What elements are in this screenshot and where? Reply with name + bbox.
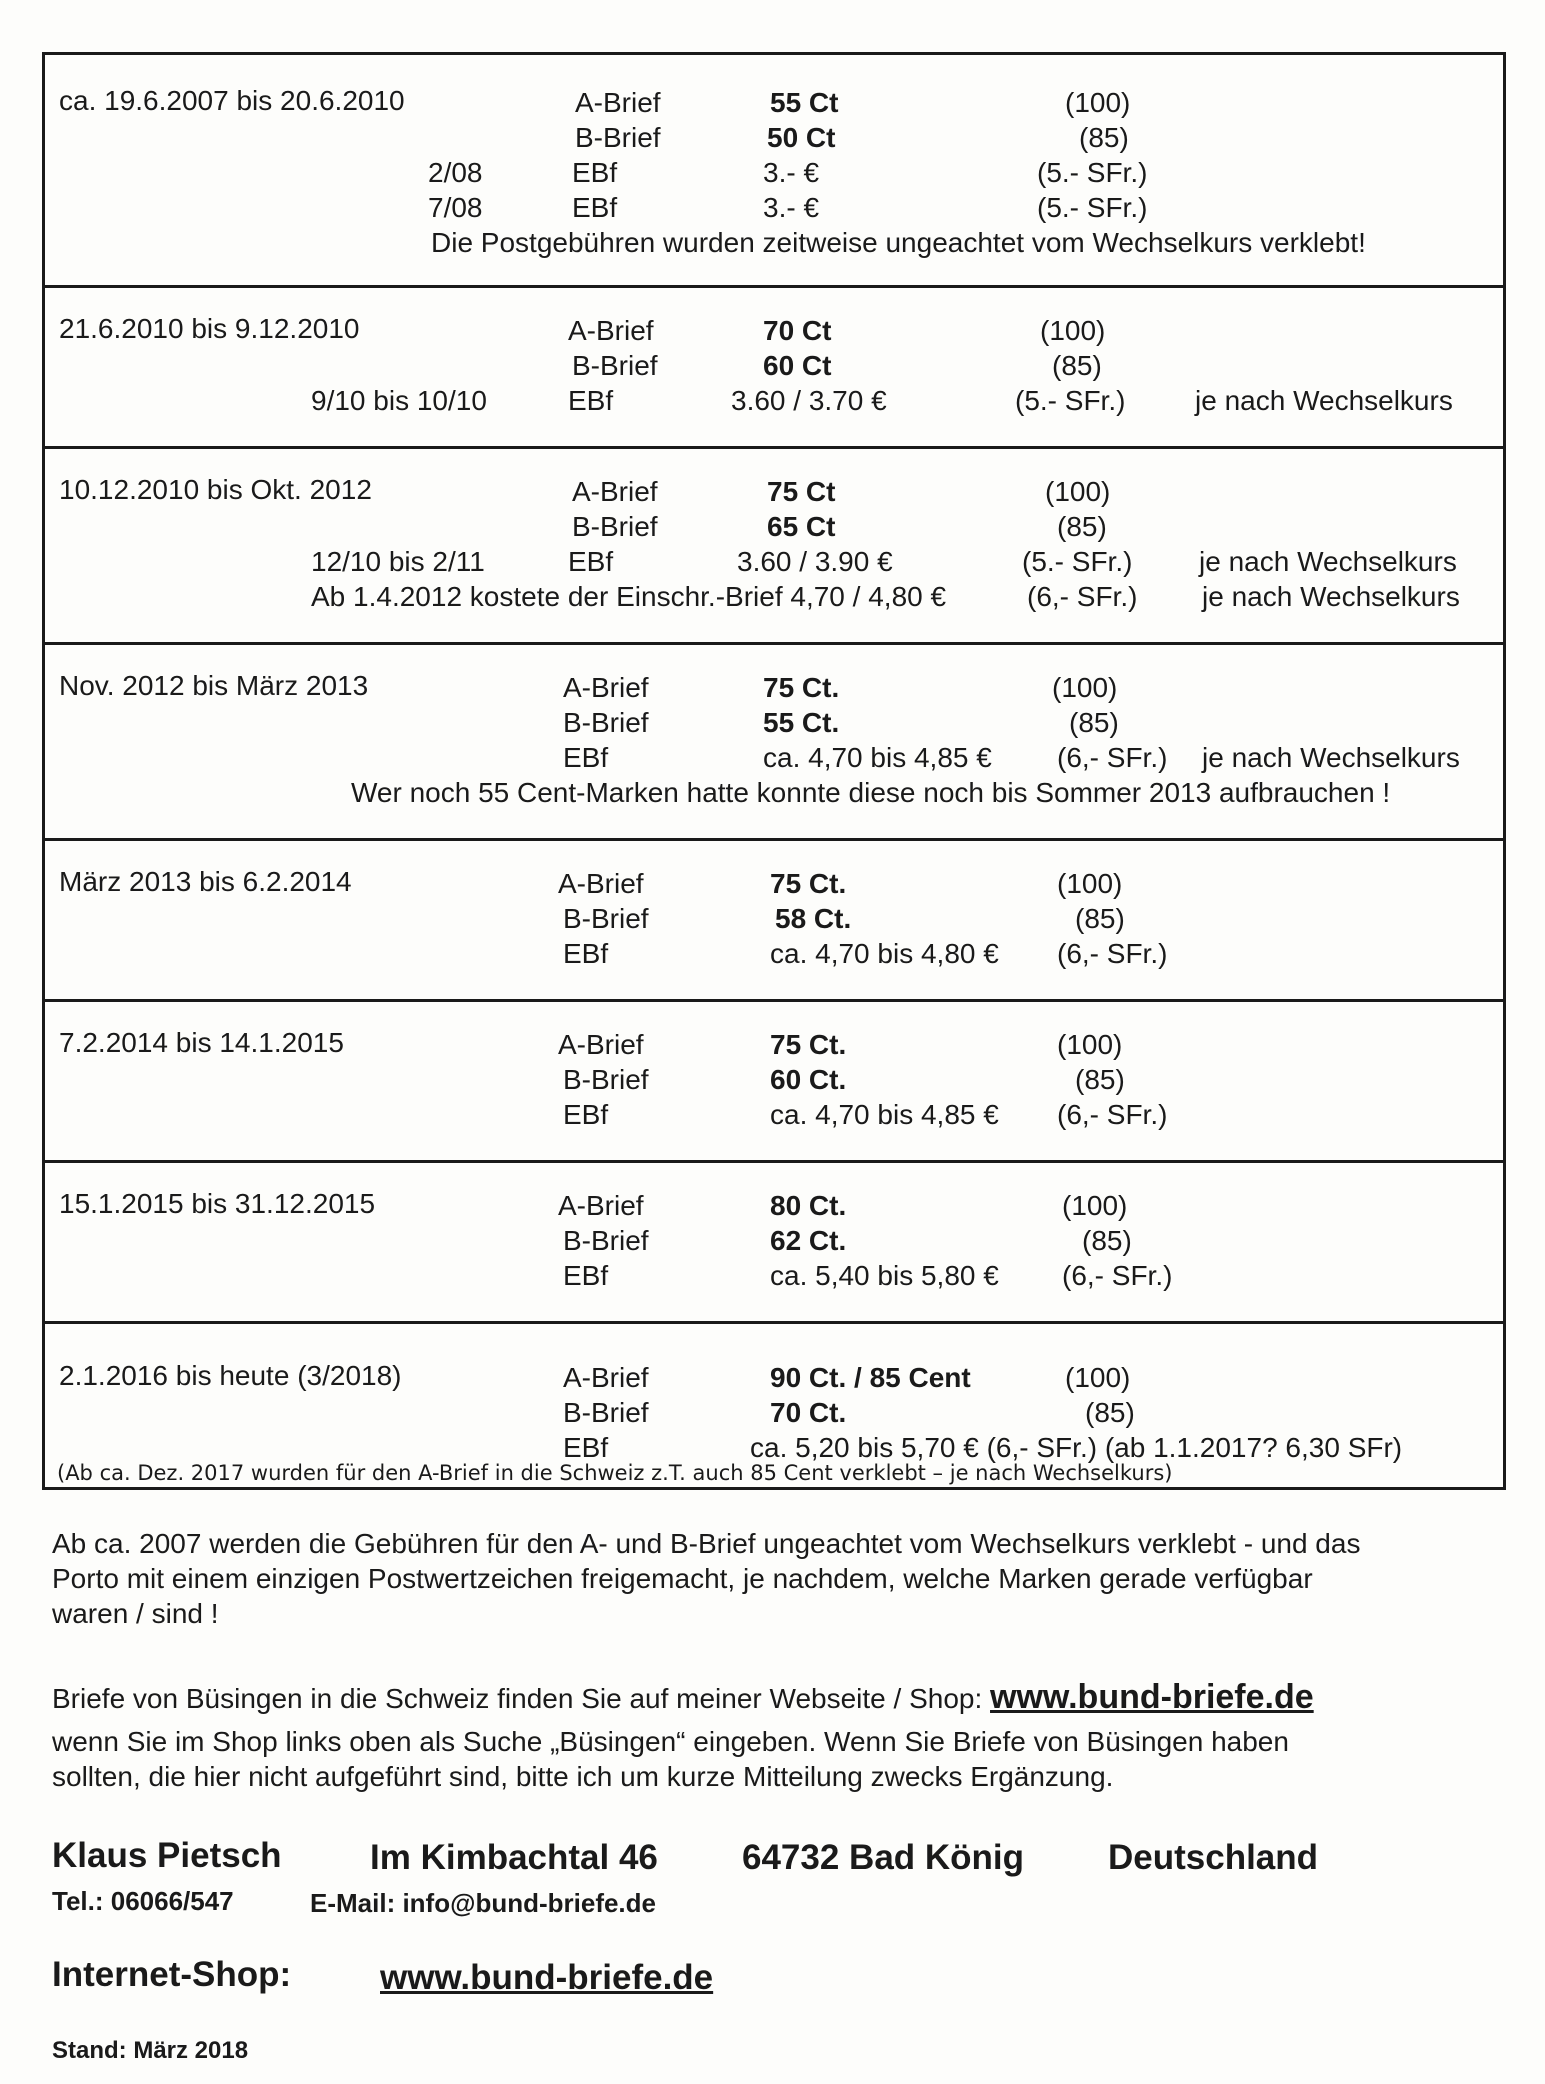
b-brief-chf: (85) — [1052, 350, 1102, 381]
period-range: Nov. 2012 bis März 2013 — [59, 670, 369, 701]
b-brief-price: 60 Ct. — [770, 1064, 847, 1095]
b-brief-label: B-Brief — [572, 511, 658, 542]
ebf-date: 9/10 bis 10/10 — [311, 385, 487, 416]
contact-name: Klaus Pietsch — [52, 1836, 282, 1875]
contact-country: Deutschland — [1108, 1838, 1319, 1877]
ebf-chf: (6,- SFr.) — [1057, 938, 1168, 969]
period-row — [45, 841, 1503, 1002]
b-brief-chf: (85) — [1075, 1064, 1125, 1095]
a-brief-price: 90 Ct. / 85 Cent — [770, 1362, 971, 1393]
a-brief-price: 75 Ct — [767, 476, 836, 507]
a-brief-label: A-Brief — [558, 868, 644, 899]
ebf-price: ca. 5,20 bis 5,70 € (6,- SFr.) (ab 1.1.2017? 6,30 SFr) — [750, 1432, 1403, 1463]
paragraph-line: wenn Sie im Shop links oben als Suche „Büsingen“ eingeben. Wenn Sie Briefe von Büsingen haben — [52, 1726, 1289, 1757]
period-range: 7.2.2014 bis 14.1.2015 — [59, 1027, 344, 1058]
a-brief-label: A-Brief — [568, 315, 654, 346]
period-extra-chf: (6,- SFr.) — [1027, 581, 1138, 612]
paragraph-line: sollten, die hier nicht aufgeführt sind, bitte ich um kurze Mitteilung zwecks Ergänzung. — [52, 1761, 1114, 1792]
b-brief-chf: (85) — [1075, 903, 1125, 934]
b-brief-label: B-Brief — [572, 350, 658, 381]
ebf-date: 2/08 — [428, 157, 483, 188]
period-note: Wer noch 55 Cent-Marken hatte konnte diese noch bis Sommer 2013 aufbrauchen ! — [351, 777, 1391, 808]
a-brief-price: 70 Ct — [763, 315, 832, 346]
ebf-price: ca. 4,70 bis 4,85 € — [763, 742, 992, 773]
a-brief-chf: (100) — [1057, 868, 1123, 899]
ebf-note: je nach Wechselkurs — [1195, 385, 1453, 416]
ebf-date: 12/10 bis 2/11 — [311, 546, 485, 577]
ebf-chf: (6,- SFr.) — [1062, 1260, 1173, 1291]
ebf-chf: (5.- SFr.) — [1037, 157, 1148, 188]
period-note: (Ab ca. Dez. 2017 wurden für den A-Brief in die Schweiz z.T. auch 85 Cent verklebt – je nach Wechselkurs) — [57, 1461, 1173, 1485]
period-extra-note: je nach Wechselkurs — [1202, 581, 1460, 612]
ebf-price: ca. 4,70 bis 4,80 € — [770, 938, 999, 969]
b-brief-price: 60 Ct — [763, 350, 832, 381]
period-row — [45, 55, 1503, 288]
ebf-price: ca. 4,70 bis 4,85 € — [770, 1099, 999, 1130]
paragraph-line: Porto mit einem einzigen Postwertzeichen freigemacht, je nachdem, welche Marken gerade verfügbar — [52, 1563, 1313, 1594]
b-brief-label: B-Brief — [563, 1397, 649, 1428]
a-brief-label: A-Brief — [563, 1362, 649, 1393]
ebf-label: EBf — [572, 157, 618, 188]
b-brief-label: B-Brief — [563, 903, 649, 934]
b-brief-price: 65 Ct — [767, 511, 836, 542]
contact-street: Im Kimbachtal 46 — [370, 1838, 658, 1877]
b-brief-price: 58 Ct. — [775, 903, 852, 934]
ebf-label: EBf — [563, 938, 609, 969]
ebf-label: EBf — [572, 192, 618, 223]
contact-city: 64732 Bad König — [742, 1838, 1025, 1877]
ebf-chf: (6,- SFr.) — [1057, 742, 1168, 773]
period-row — [45, 1324, 1503, 1487]
b-brief-chf: (85) — [1082, 1225, 1132, 1256]
ebf-price: 3.60 / 3.70 € — [731, 385, 887, 416]
a-brief-label: A-Brief — [572, 476, 658, 507]
b-brief-price: 55 Ct. — [763, 707, 840, 738]
b-brief-label: B-Brief — [563, 1225, 649, 1256]
ebf-note: je nach Wechselkurs — [1199, 546, 1457, 577]
a-brief-label: A-Brief — [558, 1029, 644, 1060]
ebf-label: EBf — [563, 742, 609, 773]
period-row — [45, 288, 1503, 449]
a-brief-price: 75 Ct. — [763, 672, 840, 703]
ebf-note: je nach Wechselkurs — [1202, 742, 1460, 773]
period-extra: Ab 1.4.2012 kostete der Einschr.-Brief 4,70 / 4,80 € — [311, 581, 947, 612]
ebf-chf: (5.- SFr.) — [1015, 385, 1126, 416]
period-note: Die Postgebühren wurden zeitweise ungeachtet vom Wechselkurs verklebt! — [431, 227, 1366, 258]
period-range: 10.12.2010 bis Okt. 2012 — [59, 474, 372, 505]
shop-label: Internet-Shop: — [52, 1955, 292, 1994]
b-brief-label: B-Brief — [563, 1064, 649, 1095]
a-brief-label: A-Brief — [575, 87, 661, 118]
ebf-date: 7/08 — [428, 192, 483, 223]
contact-tel: Tel.: 06066/547 — [52, 1886, 234, 1916]
shop-link[interactable]: www.bund-briefe.de — [380, 1958, 714, 1997]
period-range: 15.1.2015 bis 31.12.2015 — [59, 1188, 376, 1219]
stand-date: Stand: März 2018 — [52, 2037, 249, 2064]
a-brief-chf: (100) — [1065, 1362, 1131, 1393]
postage-table — [42, 52, 1506, 1490]
period-row — [45, 645, 1503, 841]
a-brief-chf: (100) — [1040, 315, 1106, 346]
b-brief-chf: (85) — [1079, 122, 1129, 153]
a-brief-price: 75 Ct. — [770, 1029, 847, 1060]
ebf-chf: (5.- SFr.) — [1022, 546, 1133, 577]
ebf-price: 3.- € — [763, 192, 820, 223]
ebf-label: EBf — [563, 1432, 609, 1463]
ebf-label: EBf — [568, 546, 614, 577]
a-brief-chf: (100) — [1062, 1190, 1128, 1221]
a-brief-chf: (100) — [1065, 87, 1131, 118]
ebf-price: 3.- € — [763, 157, 820, 188]
a-brief-chf: (100) — [1057, 1029, 1123, 1060]
period-range: 21.6.2010 bis 9.12.2010 — [59, 313, 360, 344]
paragraph-line: waren / sind ! — [52, 1598, 219, 1629]
period-range: ca. 19.6.2007 bis 20.6.2010 — [59, 85, 405, 116]
period-row — [45, 1163, 1503, 1324]
b-brief-label: B-Brief — [575, 122, 661, 153]
ebf-chf: (5.- SFr.) — [1037, 192, 1148, 223]
b-brief-chf: (85) — [1057, 511, 1107, 542]
a-brief-chf: (100) — [1052, 672, 1118, 703]
period-row — [45, 449, 1503, 645]
a-brief-price: 55 Ct — [770, 87, 839, 118]
period-range: März 2013 bis 6.2.2014 — [59, 866, 352, 897]
b-brief-label: B-Brief — [563, 707, 649, 738]
b-brief-price: 62 Ct. — [770, 1225, 847, 1256]
paragraph-line — [52, 1680, 1314, 1716]
ebf-label: EBf — [568, 385, 614, 416]
ebf-price: 3.60 / 3.90 € — [737, 546, 893, 577]
a-brief-chf: (100) — [1045, 476, 1111, 507]
paragraph-text: Briefe von Büsingen in die Schweiz finden Sie auf meiner Webseite / Shop: — [52, 1683, 991, 1714]
b-brief-price: 50 Ct — [767, 122, 836, 153]
period-row — [45, 1002, 1503, 1163]
ebf-chf: (6,- SFr.) — [1057, 1099, 1168, 1130]
a-brief-label: A-Brief — [563, 672, 649, 703]
paragraph-line: Ab ca. 2007 werden die Gebühren für den A- und B-Brief ungeachtet vom Wechselkurs verklebt - und das — [52, 1528, 1361, 1559]
a-brief-label: A-Brief — [558, 1190, 644, 1221]
b-brief-price: 70 Ct. — [770, 1397, 847, 1428]
ebf-label: EBf — [563, 1260, 609, 1291]
contact-email: E-Mail: info@bund-briefe.de — [310, 1888, 656, 1918]
website-link[interactable]: www.bund-briefe.de — [990, 1678, 1314, 1716]
b-brief-chf: (85) — [1085, 1397, 1135, 1428]
a-brief-price: 80 Ct. — [770, 1190, 847, 1221]
ebf-label: EBf — [563, 1099, 609, 1130]
b-brief-chf: (85) — [1069, 707, 1119, 738]
a-brief-price: 75 Ct. — [770, 868, 847, 899]
ebf-price: ca. 5,40 bis 5,80 € — [770, 1260, 999, 1291]
period-range: 2.1.2016 bis heute (3/2018) — [59, 1360, 402, 1391]
